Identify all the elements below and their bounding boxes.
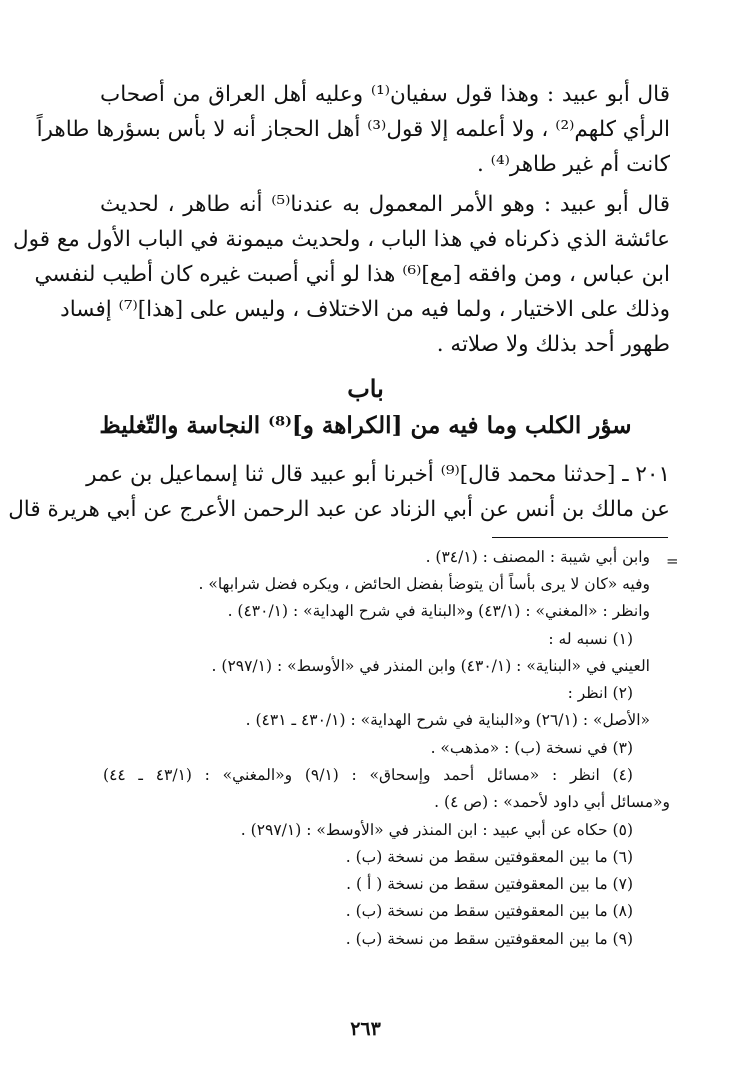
footnote-line: (٥) حكاه عن أبي عبيد : ابن المنذر في «الأوسط» : (٢٩٧/١) . [240,821,633,839]
footnote-separator [492,537,668,538]
body-line: ابن عباس ، ومن وافقه [مع]⁽⁶⁾ هذا لو أني أصبت غيره كان أطيب لنفسي [34,262,670,287]
body-line: كانت أم غير طاهر⁽⁴⁾ . [477,152,670,177]
footnote-line: (١) نسبه له : [548,630,633,648]
chapter-title: سؤر الكلب وما فيه من [الكراهة و]⁽⁸⁾ النجاسة والتّغليظ [99,412,632,439]
footnote-continuation-marker: = [666,552,679,570]
page-number: ٢٦٣ [350,1018,381,1040]
footnote-line: و«مسائل أبي داود لأحمد» : (ص ٤) . [434,793,670,811]
body-line: قال أبو عبيد : وهو الأمر المعمول به عندنا⁽⁵⁾ أنه طاهر ، لحديث [100,192,671,217]
body-line: الرأي كلهم⁽²⁾ ، ولا أعلمه إلا قول⁽³⁾ أهل الحجاز أنه لا بأس بسؤرها طاهراً [36,117,670,142]
footnote-line: وفيه «كان لا يرى بأساً أن يتوضأ بفضل الحائض ، ويكره فضل شرابها» . [198,575,650,593]
footnote-line: (٢) انظر : [567,684,633,702]
footnote-line: (٣) في نسخة (ب) : «مذهب» . [430,739,633,757]
footnote-line: وانظر : «المغني» : (٤٣/١) و«البناية في شرح الهداية» : (٤٣٠/١) . [227,602,650,620]
footnote-line: (٨) ما بين المعقوفتين سقط من نسخة (ب) . [345,902,633,920]
body-line: طهور أحد بذلك ولا صلاته . [436,332,670,357]
hadith-line: عن مالك بن أنس عن أبي الزناد عن عبد الرحمن الأعرج عن أبي هريرة قال [8,497,670,522]
footnote-line: (٦) ما بين المعقوفتين سقط من نسخة (ب) . [345,848,633,866]
footnote-line: (٤) انظر : «مسائل أحمد وإسحاق» : (٩/١) و«المغني» : (٤٣/١ ـ ٤٤) [103,766,633,784]
footnote-line: «الأصل» : (٢٦/١) و«البناية في شرح الهداية» : (٤٣٠/١ ـ ٤٣١) . [245,711,650,729]
body-line: قال أبو عبيد : وهذا قول سفيان⁽¹⁾ وعليه أهل العراق من أصحاب [100,82,670,107]
footnote-line: وابن أبي شيبة : المصنف : (٣٤/١) . [425,548,650,566]
footnote-line: (٩) ما بين المعقوفتين سقط من نسخة (ب) . [345,930,633,948]
body-line: عائشة الذي ذكرناه في هذا الباب ، ولحديث ميمونة في الباب الأول مع قول [12,227,670,252]
body-line: وذلك على الاختيار ، ولما فيه من الاختلاف ، وليس على [هذا]⁽⁷⁾ إفساد [60,297,670,322]
footnote-line: العيني في «البناية» : (٤٣٠/١) وابن المنذر في «الأوسط» : (٢٩٧/١) . [211,657,650,675]
chapter-label: باب [347,374,384,403]
hadith-line: ٢٠١ ـ [حدثنا محمد قال]⁽⁹⁾ أخبرنا أبو عبيد قال ثنا إسماعيل بن عمر [86,462,670,487]
footnote-line: (٧) ما بين المعقوفتين سقط من نسخة ( أ ) . [346,875,633,893]
